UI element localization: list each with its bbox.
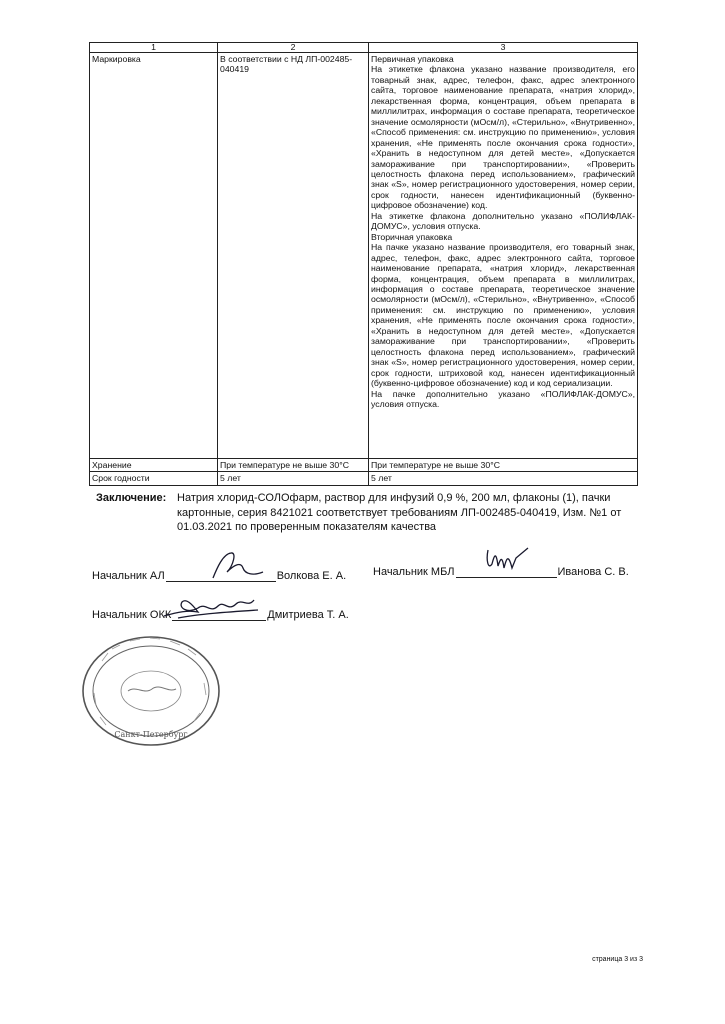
- table-row: [90, 459, 638, 472]
- result-value: 5 лет: [369, 472, 638, 485]
- spec-table: [89, 42, 638, 486]
- nd-reference: В соответствии с НД ЛП-002485-040419: [218, 53, 369, 459]
- conclusion-label: Заключение:: [96, 492, 167, 504]
- paragraph: На этикетке флакона дополнительно указано «ПОЛИФЛАК-ДОМУС», условия отпуска.: [371, 210, 635, 232]
- paragraph: На пачке дополнительно указано «ПОЛИФЛАК-ДОМУС», условия отпуска.: [371, 388, 635, 409]
- column-header: 1: [90, 43, 218, 53]
- requirement-value: При температуре не выше 30°С: [218, 459, 369, 472]
- conclusion: [96, 491, 641, 535]
- column-header: 3: [369, 43, 638, 53]
- signature-name: Волкова Е. А.: [276, 570, 347, 582]
- table-header-row: [90, 43, 638, 53]
- seal-text: Санкт-Петербург: [114, 730, 188, 739]
- result-value: При температуре не выше 30°С: [369, 459, 638, 472]
- row-label: Срок годности: [90, 472, 218, 485]
- conclusion-text: Натрия хлорид-СОЛОфарм, раствор для инфузий 0,9 %, 200 мл, флаконы (1), пачки картонные, серия 8421021 соответствует требованиям ЛП-002485-040419, Изм. №1 от 01.03.2021 по проверенным показателям качества: [177, 492, 622, 533]
- row-label: Хранение: [90, 459, 218, 472]
- paragraph: На этикетке флакона указано название производителя, его товарный знак, адрес, телефон, факс, адрес электронного сайта, торговое наименование препарата, «натрия хлорид», лекарственная форма, концентрация, объем препарата в миллилитрах, информация о составе препарата, теоретическое значение осмолярности (мОсм/л), «Стерильно», «Внутривенно», «Способ применения: см. инструкцию по применению», условия хранения, «Не применять после окончания срока годности», «Хранить в недоступном для детей месте», «Допускается замораживание при транспортировании», «Проверить целостность флакона перед использованием», графический знак «S», номер регистрационного удостоверения, номер серии, срок годности, нанесен идентификационный (буквенно-цифровое обозначение) код.: [371, 64, 635, 211]
- row-label: Маркировка: [90, 53, 218, 459]
- section-heading: Первичная упаковка: [371, 54, 454, 64]
- handwritten-signature-ivanova: [470, 540, 550, 580]
- signature-name: Дмитриева Т. А.: [267, 609, 349, 621]
- requirement-value: 5 лет: [218, 472, 369, 485]
- marking-description: [369, 53, 638, 459]
- section-heading: Вторичная упаковка: [371, 231, 453, 242]
- seal-stamp: [80, 633, 222, 749]
- table-row: [90, 472, 638, 485]
- page-number: страница 3 из 3: [592, 956, 643, 963]
- signature-position: Начальник МБЛ: [373, 566, 455, 578]
- signature-position: Начальник АЛ: [92, 570, 165, 582]
- paragraph: На пачке указано название производителя, его товарный знак, адрес, телефон, факс, адрес электронного сайта, торговое наименование препарата, «натрия хлорид», лекарственная форма, концентрация, объем препарата в миллилитрах, информация о составе препарата, теоретическое значение осмолярности (мОсм/л), «Стерильно», «Внутривенно», «Способ применения: см. инструкцию по применению», условия хранения, «Не применять после окончания срока годности», «Хранить в недоступном для детей месте», «Допускается замораживание при транспортировании», «Проверить целостность флакона перед использованием», графический знак «S», номер регистрационного удостоверения, номер серии, срок годности, штриховой код, нанесен идентификационный (буквенно-цифровое обозначение) код и код сериализации.: [371, 242, 635, 389]
- signature-position: Начальник ОКК: [92, 609, 172, 621]
- table-row: [90, 53, 638, 459]
- column-header: 2: [218, 43, 369, 53]
- handwritten-signature-dmitrieva: [158, 590, 268, 626]
- handwritten-signature-volkova: [205, 548, 275, 584]
- signature-name: Иванова С. В.: [557, 566, 629, 578]
